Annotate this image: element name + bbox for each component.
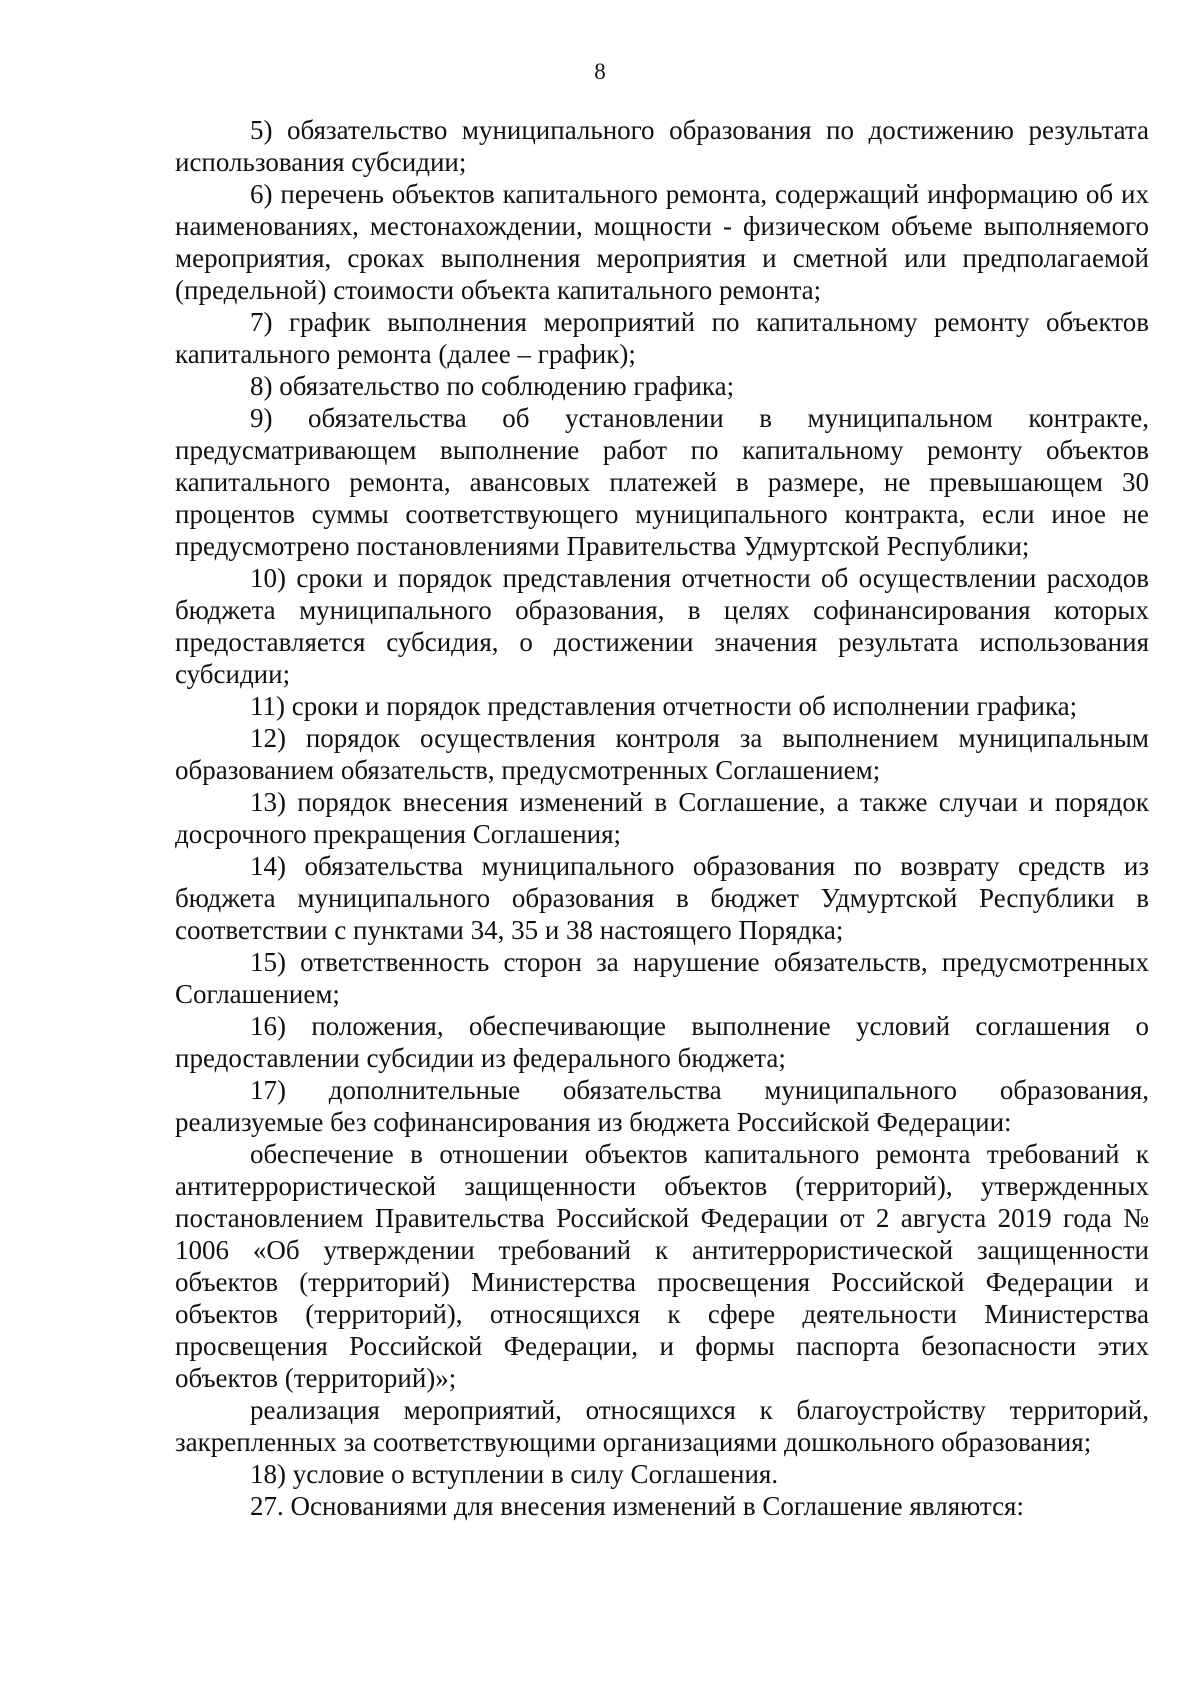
paragraph-item-15: 15) ответственность сторон за нарушение обязательств, предусмотренных Соглашением; — [175, 947, 1149, 1009]
paragraph-item-5: 5) обязательство муниципального образования по достижению результата использования субсидии; — [175, 115, 1149, 177]
paragraph-antiterror-requirements: обеспечение в отношении объектов капитального ремонта требований к антитеррористической защищенности объектов (территорий), утвержденных постановлением Правительства Российской Федерации от 2 августа 2019 года № 1006 «Об утверждении требований к антитеррористической защищенности объектов (территорий) Министерства просвещения Российской Федерации и объектов (территорий), относящихся к сфере деятельности Министерства просвещения Российской Федерации, и формы паспорта безопасности этих объектов (территорий)»; — [175, 1139, 1149, 1393]
paragraph-item-7: 7) график выполнения мероприятий по капитальному ремонту объектов капитального ремонта (далее – график); — [175, 307, 1149, 369]
paragraph-item-6: 6) перечень объектов капитального ремонта, содержащий информацию об их наименованиях, местонахождении, мощности - физическом объеме выполняемого мероприятия, сроках выполнения мероприятия и сметной или предполагаемой (предельной) стоимости объекта капитального ремонта; — [175, 179, 1149, 305]
paragraph-item-8: 8) обязательство по соблюдению графика; — [250, 371, 735, 401]
paragraph-item-11: 11) сроки и порядок представления отчетности об исполнении графика; — [250, 691, 1078, 721]
paragraph-item-14: 14) обязательства муниципального образования по возврату средств из бюджета муниципального образования в бюджет Удмуртской Республики в соответствии с пунктами 34, 35 и 38 настоящего Порядка; — [175, 851, 1149, 945]
page-number: 8 — [594, 59, 606, 84]
paragraph-item-9: 9) обязательства об установлении в муниципальном контракте, предусматривающем выполнение работ по капитальному ремонту объектов капитального ремонта, авансовых платежей в размере, не превышающем 30 процентов суммы соответствующего муниципального контракта, если иное не предусмотрено постановлениями Правительства Удмуртской Республики; — [175, 403, 1149, 561]
paragraph-landscaping-measures: реализация мероприятий, относящихся к благоустройству территорий, закрепленных за соответствующими организациями дошкольного образования; — [175, 1395, 1149, 1457]
paragraph-item-17: 17) дополнительные обязательства муниципального образования, реализуемые без софинансирования из бюджета Российской Федерации: — [175, 1075, 1149, 1137]
paragraph-item-10: 10) сроки и порядок представления отчетности об осуществлении расходов бюджета муниципального образования, в целях софинансирования которых предоставляется субсидия, о достижении значения результата использования субсидии; — [175, 563, 1149, 689]
paragraph-item-12: 12) порядок осуществления контроля за выполнением муниципальным образованием обязательств, предусмотренных Соглашением; — [175, 723, 1149, 785]
paragraph-item-16: 16) положения, обеспечивающие выполнение условий соглашения о предоставлении субсидии из федерального бюджета; — [175, 1011, 1149, 1073]
paragraph-section-27: 27. Основаниями для внесения изменений в Соглашение являются: — [250, 1491, 1024, 1521]
paragraph-item-13: 13) порядок внесения изменений в Соглашение, а также случаи и порядок досрочного прекращения Соглашения; — [175, 787, 1149, 849]
paragraph-item-18: 18) условие о вступлении в силу Соглашения. — [250, 1459, 779, 1489]
document-body — [175, 114, 1149, 1522]
